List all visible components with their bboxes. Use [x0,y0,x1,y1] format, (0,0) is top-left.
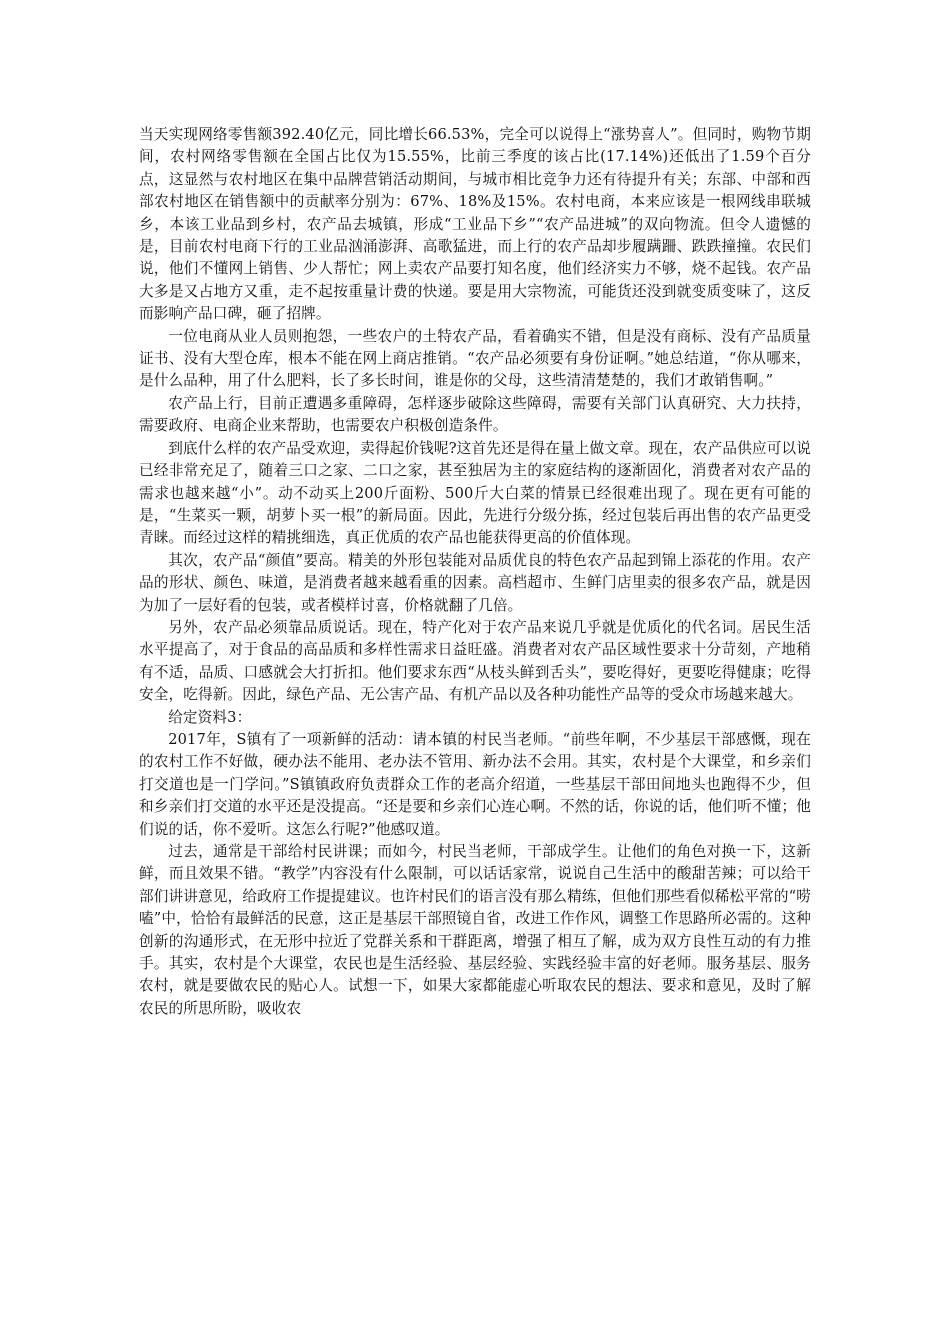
paragraph-7: 2017年，S镇有了一项新鲜的活动：请本镇的村民当老师。“前些年啊，不少基层干部感慨，现在的农村工作不好做，硬办法不能用、老办法不管用、新办法不会用。其实，农村是个大课堂，和乡亲们打交道也是一门学问。”S镇镇政府负责群众工作的老高介绍道，一些基层干部田间地头也跑得不少，但和乡亲们打交道的水平还是没提高。“还是要和乡亲们心连心啊。不然的话，你说的话，他们听不懂；他们说的话，你不爱听。这怎么行呢?”他感叹道。 [139,730,811,838]
document-page [139,124,811,1020]
paragraph-8: 过去，通常是干部给村民讲课；而如今，村民当老师，干部成学生。让他们的角色对换一下，这新鲜，而且效果不错。“教学”内容没有什么限制，可以话话家常，说说自己生活中的酸甜苦辣；可以给干部们讲讲意见，给政府工作提提建议。也许村民们的语言没有那么精练，但他们那些看似稀松平常的“唠嗑”中，恰恰有最鲜活的民意，这正是基层干部照镜自省，改进工作作风，调整工作思路所必需的。这种创新的沟通形式，在无形中拉近了党群关系和干群距离，增强了相互了解，成为双方良性互动的有力推手。其实，农村是个大课堂，农民也是生活经验、基层经验、实践经验丰富的好老师。服务基层、服务农村，就是要做农民的贴心人。试想一下，如果大家都能虚心听取农民的想法、要求和意见，及时了解农民的所思所盼，吸收农 [139,843,811,1017]
paragraph-2: 一位电商从业人员则抱怨，一些农户的土特农产品，看着确实不错，但是没有商标、没有产品质量证书、没有大型仓库，根本不能在网上商店推销。“农产品必须要有身份证啊。”她总结道，“你从哪来，是什么品种，用了什么肥料，长了多长时间，谁是你的父母，这些清清楚楚的，我们才敢销售啊。” [139,327,811,390]
paragraph-4: 到底什么样的农产品受欢迎，卖得起价钱呢?这首先还是得在量上做文章。现在，农产品供应可以说已经非常充足了，随着三口之家、二口之家，甚至独居为主的家庭结构的逐渐固化，消费者对农产品的需求也越来越“小”。动不动买上200斤面粉、500斤大白菜的情景已经很难出现了。现在更有可能的是，“生菜买一颗，胡萝卜买一根”的新局面。因此，先进行分级分拣，经过包装后再出售的农产品更受青睐。而经过这样的精挑细选，真正优质的农产品也能获得更高的价值体现。 [139,439,811,547]
paragraph-1: 当天实现网络零售额392.40亿元，同比增长66.53%，完全可以说得上“涨势喜人”。但同时，购物节期间，农村网络零售额在全国占比仅为15.55%，比前三季度的该占比(17.14%)还低出了1.59个百分点，这显然与农村地区在集中品牌营销活动期间，与城市相比竞争力还有待提升有关；东部、中部和西部农村地区在销售额中的贡献率分别为：67%、18%及15%。农村电商，本来应该是一根网线串联城乡，本该工业品到乡村，农产品去城镇，形成“工业品下乡”“农产品进城”的双向物流。但令人遗憾的是，目前农村电商下行的工业品汹涌澎湃、高歌猛进，而上行的农产品却步履蹒跚、跌跌撞撞。农民们说，他们不懂网上销售、少人帮忙；网上卖农产品要打知名度，他们经济实力不够，烧不起钱。农产品大多是又占地方又重，走不起按重量计费的快递。要是用大宗物流，可能货还没到就变质变味了，这反而影响产品口碑，砸了招牌。 [139,126,811,323]
paragraph-6: 另外，农产品必须靠品质说话。现在，特产化对于农产品来说几乎就是优质化的代名词。居民生活水平提高了，对于食品的高品质和多样性需求日益旺盛。消费者对农产品区域性要求十分苛刻，产地稍有不适，品质、口感就会大打折扣。他们要求东西“从枝头鲜到舌头”，要吃得好，更要吃得健康；吃得安全，吃得新。因此，绿色产品、无公害产品、有机产品以及各种功能性产品等的受众市场越来越大。 [139,618,811,704]
paragraph-3: 农产品上行，目前正遭遇多重障碍，怎样逐步破除这些障碍，需要有关部门认真研究、大力扶持，需要政府、电商企业来帮助，也需要农户积极创造条件。 [139,394,811,435]
paragraph-5: 其次，农产品“颜值”要高。精美的外形包装能对品质优良的特色农产品起到锦上添花的作用。农产品的形状、颜色、味道，是消费者越来越看重的因素。高档超市、生鲜门店里卖的很多农产品，就是因为加了一层好看的包装，或者模样讨喜，价格就翻了几倍。 [139,551,811,614]
section-heading: 给定资料3： [168,708,252,726]
